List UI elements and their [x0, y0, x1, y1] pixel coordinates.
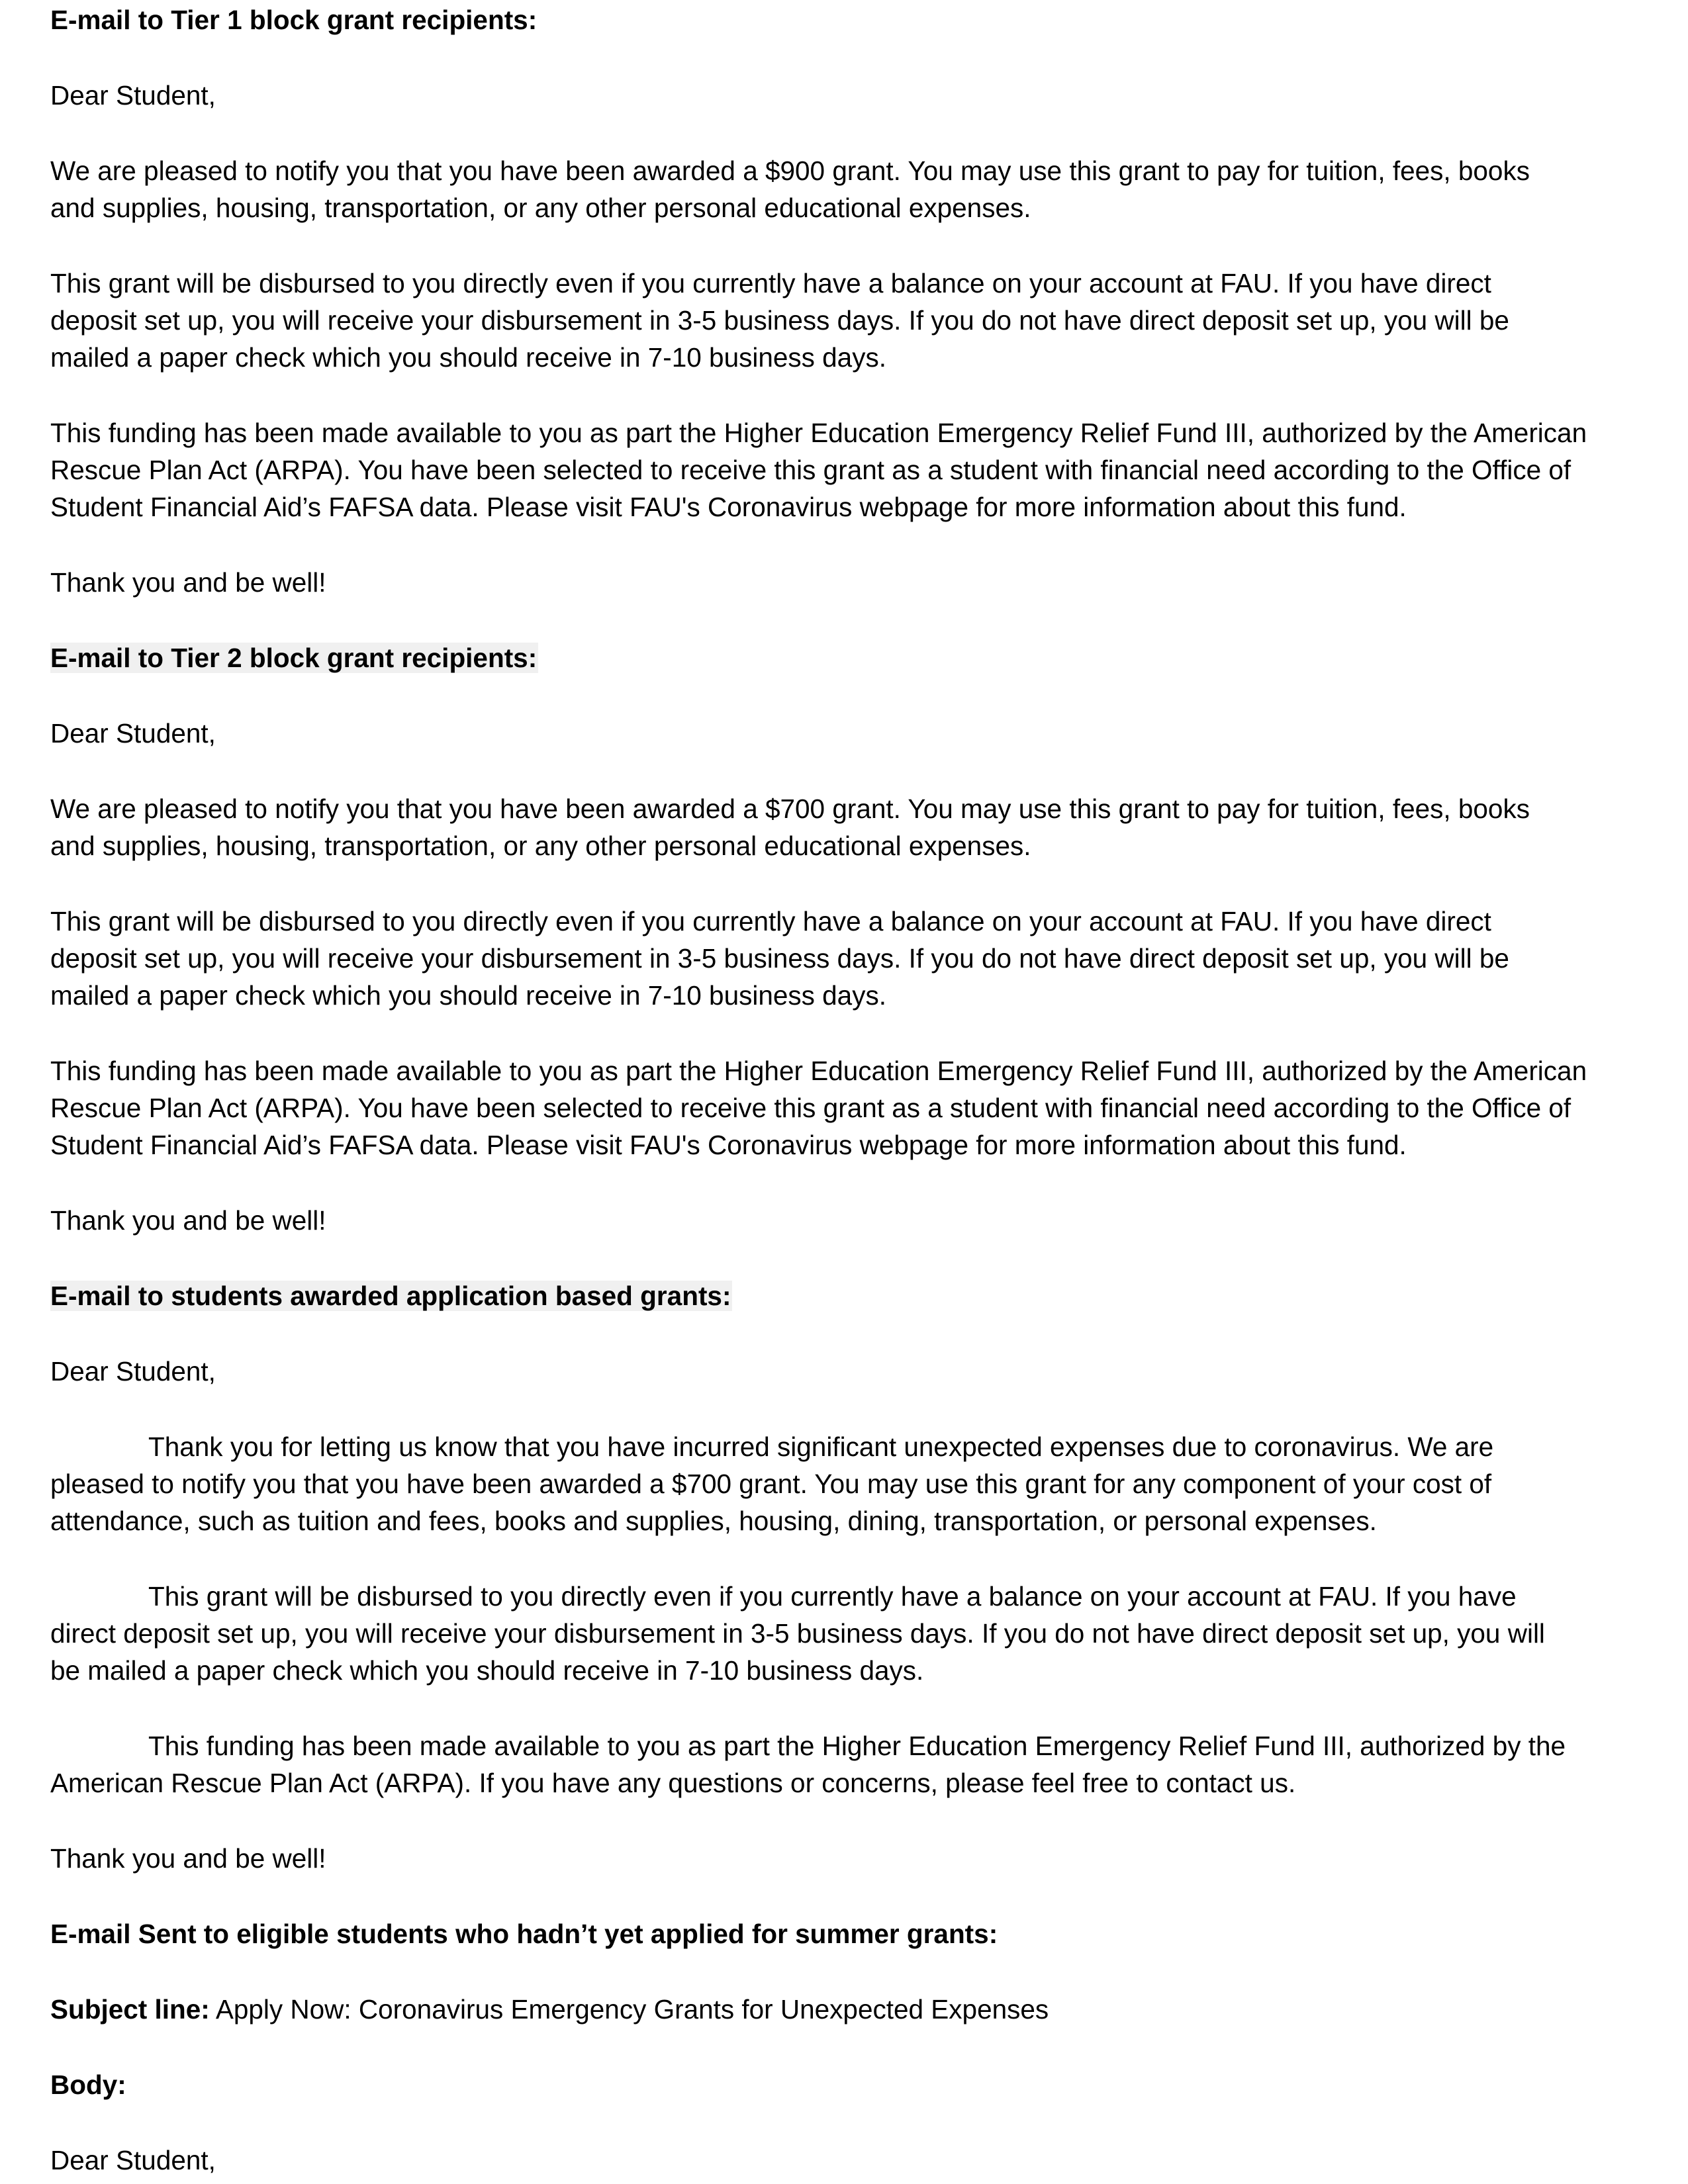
section-heading-summer: E-mail Sent to eligible students who hadn’t yet applied for summer grants:: [50, 1919, 998, 1949]
closing: Thank you and be well!: [50, 1843, 326, 1874]
highlighted-heading: E-mail to students awarded application based grants:: [50, 1281, 731, 1311]
paragraph-line: This grant will be disbursed to you directly even if you currently have a balance on your account at FAU. If you have direct: [50, 268, 1491, 298]
paragraph-line: and supplies, housing, transportation, or any other personal educational expenses.: [50, 193, 1031, 223]
highlighted-heading: E-mail to Tier 2 block grant recipients:: [50, 643, 538, 673]
paragraph-line: mailed a paper check which you should receive in 7-10 business days.: [50, 342, 886, 373]
paragraph-line: Thank you for letting us know that you have incurred significant unexpected expenses due to coronavirus. We are: [148, 1432, 1494, 1462]
paragraph-line: direct deposit set up, you will receive your disbursement in 3-5 business days. If you do not have direct deposit set up, you will: [50, 1618, 1545, 1649]
paragraph-line: We are pleased to notify you that you have been awarded a $700 grant. You may use this grant to pay for tuition, fees, books: [50, 794, 1530, 824]
paragraph-line: deposit set up, you will receive your disbursement in 3-5 business days. If you do not have direct deposit set up, you will be: [50, 943, 1509, 974]
section-heading-tier1: E-mail to Tier 1 block grant recipients:: [50, 5, 538, 35]
paragraph-line: Student Financial Aid’s FAFSA data. Please visit FAU's Coronavirus webpage for more information about this fund.: [50, 1130, 1407, 1160]
paragraph-line: be mailed a paper check which you should receive in 7-10 business days.: [50, 1655, 924, 1686]
greeting: Dear Student,: [50, 718, 216, 749]
paragraph-line: We are pleased to notify you that you have been awarded a $900 grant. You may use this grant to pay for tuition, fees, books: [50, 156, 1530, 186]
body-label: Body:: [50, 2070, 126, 2100]
paragraph-line: pleased to notify you that you have been awarded a $700 grant. You may use this grant for any component of your cost of: [50, 1469, 1492, 1499]
subject-line: [50, 1991, 1049, 2028]
paragraph-line: This grant will be disbursed to you directly even if you currently have a balance on your account at FAU. If you have direct: [50, 906, 1491, 936]
subject-value: Apply Now: Coronavirus Emergency Grants for Unexpected Expenses: [209, 1994, 1049, 2025]
paragraph-line: This grant will be disbursed to you directly even if you currently have a balance on your account at FAU. If you have: [148, 1581, 1517, 1612]
paragraph-line: This funding has been made available to you as part the Higher Education Emergency Relief Fund III, authorized by the American: [50, 1056, 1587, 1086]
paragraph-line: This funding has been made available to you as part the Higher Education Emergency Relief Fund III, authorized by the: [148, 1731, 1566, 1761]
greeting: Dear Student,: [50, 1356, 216, 1387]
section-heading-application: [50, 1277, 732, 1314]
subject-label: Subject line:: [50, 1994, 210, 2025]
paragraph-line: This funding has been made available to you as part the Higher Education Emergency Relief Fund III, authorized by the American: [50, 418, 1587, 448]
paragraph-line: and supplies, housing, transportation, or any other personal educational expenses.: [50, 831, 1031, 861]
paragraph-line: Rescue Plan Act (ARPA). You have been selected to receive this grant as a student with financial need according to the Office of: [50, 455, 1571, 485]
greeting: Dear Student,: [50, 2145, 216, 2175]
paragraph-line: deposit set up, you will receive your disbursement in 3-5 business days. If you do not have direct deposit set up, you will be: [50, 305, 1509, 336]
paragraph-line: mailed a paper check which you should receive in 7-10 business days.: [50, 980, 886, 1011]
greeting: Dear Student,: [50, 80, 216, 111]
section-heading-tier2: [50, 639, 538, 676]
paragraph-line: American Rescue Plan Act (ARPA). If you have any questions or concerns, please feel free to contact us.: [50, 1768, 1296, 1798]
closing: Thank you and be well!: [50, 567, 326, 598]
paragraph-line: Rescue Plan Act (ARPA). You have been selected to receive this grant as a student with financial need according to the Office of: [50, 1093, 1571, 1123]
closing: Thank you and be well!: [50, 1205, 326, 1236]
paragraph-line: attendance, such as tuition and fees, books and supplies, housing, dining, transportation, or personal expenses.: [50, 1506, 1377, 1536]
paragraph-line: Student Financial Aid’s FAFSA data. Please visit FAU's Coronavirus webpage for more information about this fund.: [50, 492, 1407, 522]
